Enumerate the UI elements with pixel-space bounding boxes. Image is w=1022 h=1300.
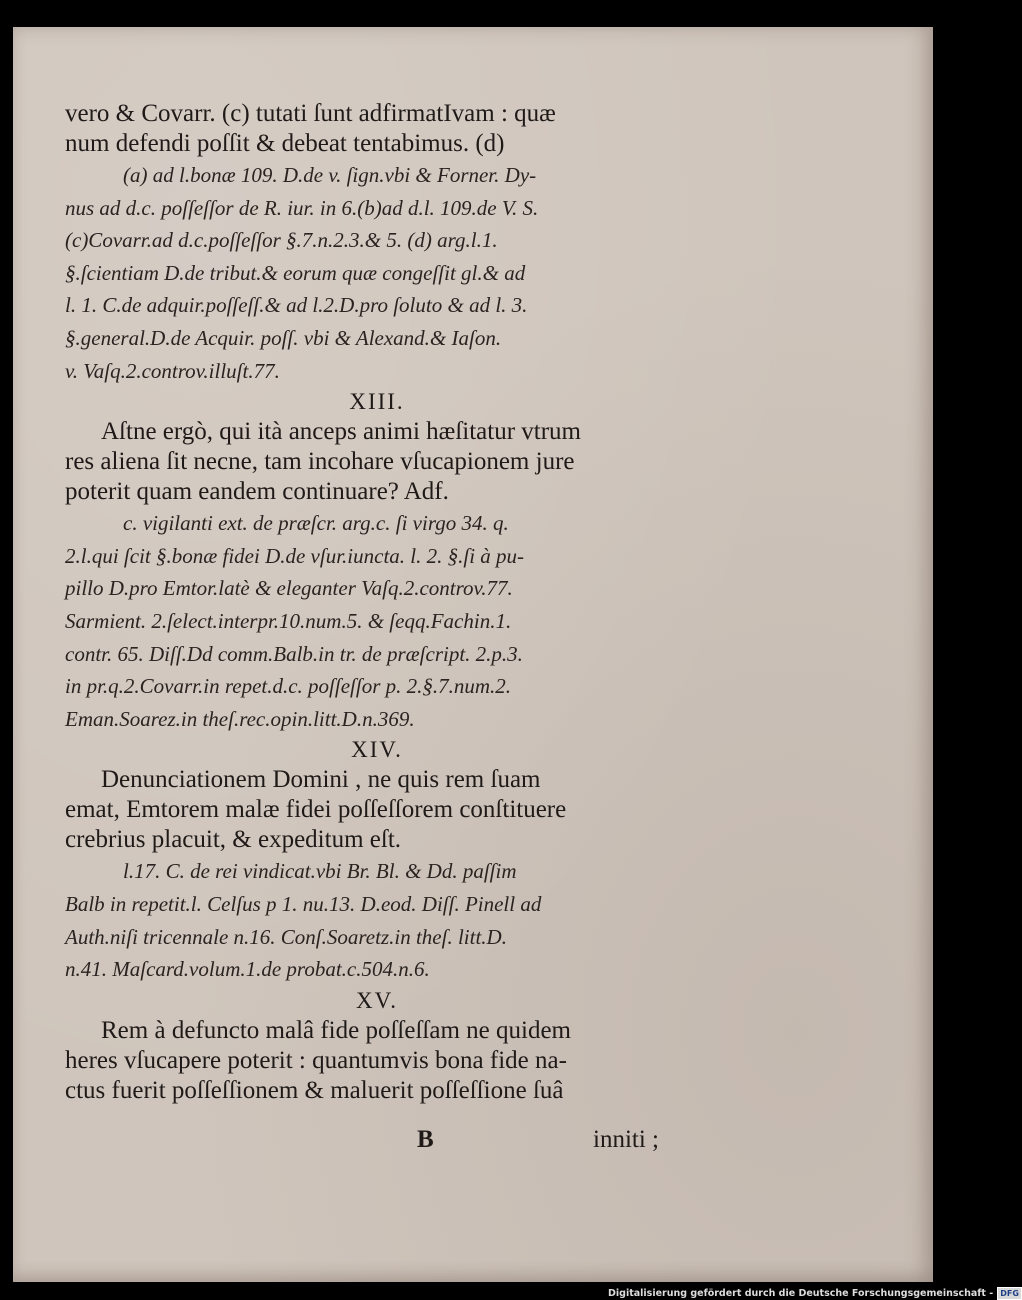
footnote-line: in pr.q.2.Covarr.in repet.d.c. poſſeſſor p. 2.§.7.num.2. [65, 674, 512, 699]
paragraph-start-line: Aſtne ergò, qui ità anceps animi hæſitatur vtrum [101, 418, 581, 446]
page-bottom [65, 1125, 669, 1155]
digitization-credit [608, 1287, 1022, 1299]
text-line: poterit quam eandem continuare? Adf. [65, 478, 449, 506]
paragraph-start-line: Rem à defuncto malâ fide poſſeſſam ne quidem [101, 1016, 571, 1044]
text-line: crebrius placuit, & expeditum eſt. [65, 826, 402, 854]
paragraph-start-line: Denunciationem Domini , ne quis rem ſuam [101, 766, 541, 794]
footnote-line: §.general.D.de Acquir. poſſ. vbi & Alexand.& Iaſon. [65, 325, 502, 350]
footnote-line: v. Vaſq.2.controv.illuſt.77. [65, 358, 280, 383]
page-text [65, 99, 669, 1106]
text-line: res aliena ſit necne, tam incohare vſucapionem jure [65, 448, 575, 476]
footnote-start-line: c. vigilanti ext. de præſcr. arg.c. ſi virgo 34. q. [123, 511, 509, 536]
dfg-logo: DFG [997, 1287, 1022, 1300]
footnote-line: contr. 65. Diſſ.Dd comm.Balb.in tr. de præſcript. 2.p.3. [65, 641, 523, 666]
footnote-line: (c)Covarr.ad d.c.poſſeſſor §.7.n.2.3.& 5. (d) arg.l.1. [65, 228, 498, 253]
section-number: XIV. [351, 737, 403, 763]
text-line: num defendi poſſit & debeat tentabimus. (d) [65, 130, 505, 157]
section-number: XIII. [349, 389, 405, 415]
footnote-line: 2.l.qui ſcit §.bonæ fidei D.de vſur.iuncta. l. 2. §.ſi à pu- [65, 543, 525, 568]
text-line: emat, Emtorem malæ fidei poſſeſſorem conſtituere [65, 796, 567, 824]
footnote-line: l. 1. C.de adquir.poſſeſſ.& ad l.2.D.pro ſoluto & ad l. 3. [65, 293, 528, 318]
section-number: XV. [355, 987, 398, 1013]
footnote-line: n.41. Maſcard.volum.1.de probat.c.504.n.6. [65, 957, 430, 982]
footnote-line: Auth.niſi tricennale n.16. Conſ.Soaretz.in theſ. litt.D. [65, 924, 507, 949]
text-line: ctus fuerit poſſeſſionem & maluerit poſſeſſione ſuâ [65, 1076, 564, 1104]
book-page [13, 27, 933, 1282]
footnote-start-line: l.17. C. de rei vindicat.vbi Br. Bl. & Dd. paſſim [123, 859, 517, 884]
footnote-line: pillo D.pro Emtor.latè & eleganter Vaſq.2.controv.77. [65, 576, 513, 601]
signature-mark: B [417, 1126, 434, 1153]
text-line: heres vſucapere poterit : quantumvis bona fide na- [65, 1046, 567, 1074]
footnote-line: Balb in repetit.l. Celſus p 1. nu.13. D.eod. Diſſ. Pinell ad [65, 891, 542, 916]
text-line: vero & Covarr. (c) tutati ſunt adfirmatIvam : quæ [65, 100, 556, 127]
footnote-start-line: (a) ad l.bonæ 109. D.de v. ſign.vbi & Forner. Dy- [123, 163, 537, 187]
catchword: inniti ; [593, 1126, 659, 1153]
credit-text: Digitalisierung gefördert durch die Deutsche Forschungsgemeinschaft - [608, 1287, 994, 1299]
footnote-line: nus ad d.c. poſſeſſor de R. iur. in 6.(b)ad d.l. 109.de V. S. [65, 195, 539, 220]
footnote-line: Eman.Soarez.in theſ.rec.opin.litt.D.n.369. [65, 706, 415, 731]
footnote-line: §.ſcientiam D.de tribut.& eorum quæ congeſſit gl.& ad [65, 260, 526, 285]
footnote-line: Sarmient. 2.ſelect.interpr.10.num.5. & ſeqq.Fachin.1. [65, 608, 512, 633]
